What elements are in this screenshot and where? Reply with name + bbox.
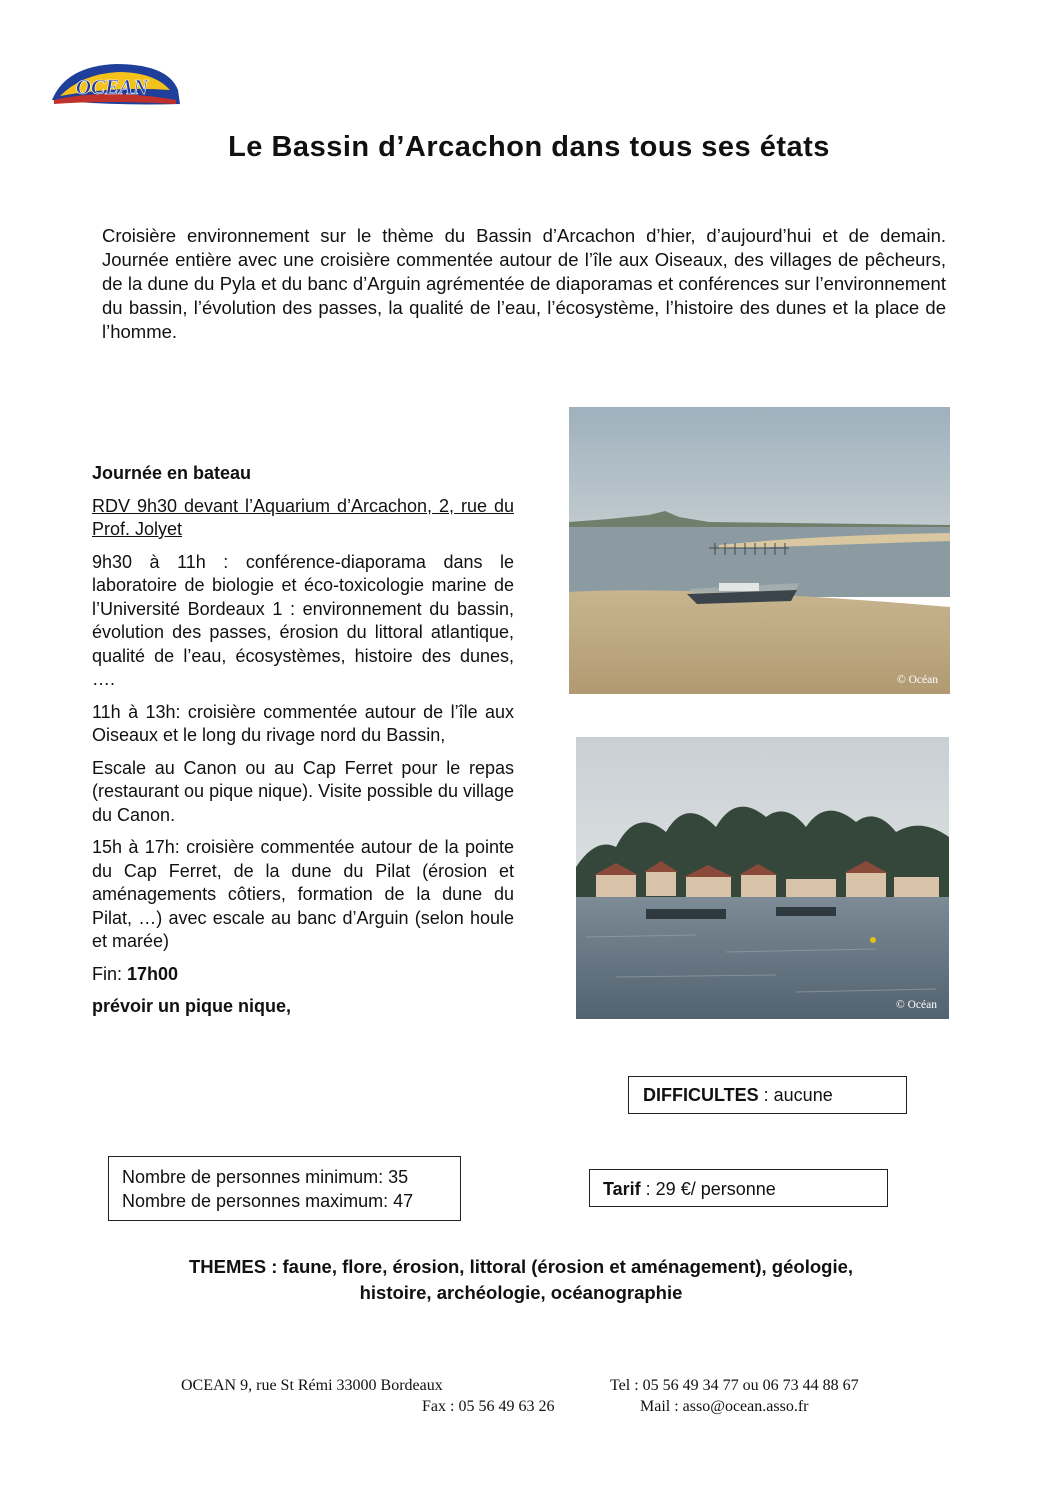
meeting-point: RDV 9h30 devant l’Aquarium d’Arcachon, 2, rue du Prof. Jolyet — [92, 495, 514, 539]
logo-text: OCEAN — [75, 75, 149, 99]
participants-max: Nombre de personnes maximum: 47 — [122, 1191, 414, 1211]
footer-email: Mail : asso@ocean.asso.fr — [640, 1398, 809, 1415]
difficulty-value: : aucune — [758, 1085, 833, 1105]
photo-credit: © Océan — [896, 999, 937, 1011]
program-item-cruise-2: 15h à 17h: croisière commentée autour de la pointe du Cap Ferret, de la dune du Pilat (érosion et aménagements côtiers, formation de la dune du Pilat, …) avec escale au banc d’Arguin (selon houle et marée) — [92, 837, 514, 951]
beach-boat-photo — [569, 407, 950, 694]
picnic-note: prévoir un pique nique, — [92, 996, 292, 1016]
end-time: 17h00 — [127, 963, 179, 984]
photo-credit: © Océan — [897, 674, 938, 686]
price-label: Tarif — [603, 1179, 641, 1199]
price-box — [589, 1169, 888, 1207]
difficulty-label: DIFFICULTES — [643, 1085, 759, 1105]
themes-line-1: THEMES : faune, flore, érosion, littoral (érosion et aménagement), géologie, — [188, 1256, 854, 1277]
program-item-cruise-1: 11h à 13h: croisière commentée autour de l’île aux Oiseaux et le long du rivage nord du Bassin, — [92, 701, 514, 745]
end-time-line — [92, 963, 514, 987]
footer-phone: Tel : 05 56 49 34 77 ou 06 73 44 88 67 — [610, 1377, 859, 1394]
program-heading: Journée en bateau — [92, 463, 252, 483]
footer-address: OCEAN 9, rue St Rémi 33000 Bordeaux — [181, 1377, 443, 1394]
participants-box — [108, 1156, 461, 1221]
village-image — [576, 737, 949, 1019]
footer-fax: Fax : 05 56 49 63 26 — [422, 1398, 555, 1415]
difficulty-box — [628, 1076, 907, 1114]
end-label: Fin: — [92, 963, 128, 984]
beach-boat-image — [569, 407, 950, 694]
intro-paragraph: Croisière environnement sur le thème du Bassin d’Arcachon d’hier, d’aujourd’hui et de demain. Journée entière avec une croisière commentée autour de l’île aux Oiseaux, des villages de pêcheurs, de la dune du Pyla et du banc d’Arguin agrémentée de diaporamas et conférences sur l’environnement du bassin, l’évolution des passes, la qualité de l’eau, l’écosystème, l’histoire des dunes et la place de l’homme. — [102, 225, 946, 342]
themes-section — [92, 1254, 950, 1306]
page-title: Le Bassin d’Arcachon dans tous ses états — [228, 131, 830, 163]
themes-line-2: histoire, archéologie, océanographie — [359, 1282, 683, 1303]
participants-min: Nombre de personnes minimum: 35 — [122, 1167, 409, 1187]
program-section — [92, 462, 514, 1028]
village-photo — [576, 737, 949, 1019]
ocean-logo — [46, 60, 182, 110]
price-value: : 29 €/ personne — [640, 1179, 776, 1199]
program-item-lunch: Escale au Canon ou au Cap Ferret pour le repas (restaurant ou pique nique). Visite possible du village du Canon. — [92, 757, 514, 825]
program-item-morning: 9h30 à 11h : conférence-diaporama dans le laboratoire de biologie et éco-toxicologie marine de l’Université Bordeaux 1 : environnement du bassin, évolution des passes, érosion du littoral atlantique, qualité de l’eau, écosystèmes, histoire des dunes, …. — [92, 551, 514, 689]
